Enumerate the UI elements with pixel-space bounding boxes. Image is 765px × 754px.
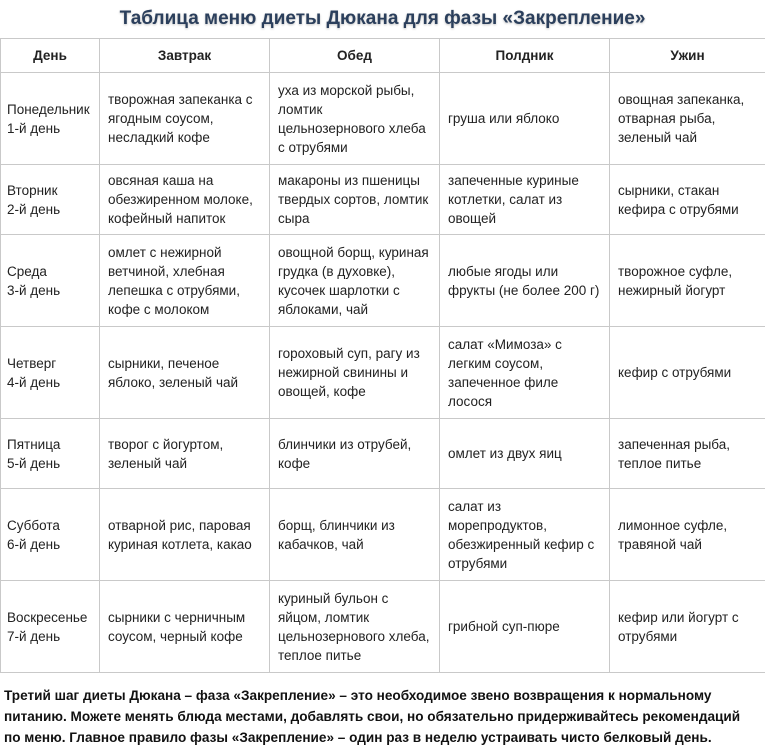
cell-line: сыра <box>278 211 310 226</box>
cell-line: соусом, черный кофе <box>108 628 243 644</box>
cell-line: 1-й день <box>7 120 61 136</box>
cell-line: нежирный йогурт <box>618 282 726 298</box>
column-header-dinner: Ужин <box>610 39 765 73</box>
snack-cell <box>440 419 610 489</box>
cell-line: лосося <box>448 393 493 409</box>
snack-cell <box>440 165 610 235</box>
cell-line: омлет с нежирной <box>108 244 222 260</box>
cell-line: кофе с молоком <box>108 301 210 317</box>
dinner-cell <box>610 73 765 165</box>
cell-line: творог с йогуртом, <box>108 436 224 452</box>
lunch-cell <box>270 489 440 581</box>
cell-line: запеченная рыба, <box>618 436 730 452</box>
cell-line: омлет из двух яиц <box>448 446 562 461</box>
cell-line: куриный бульон с <box>278 590 389 606</box>
table-row <box>1 165 765 235</box>
cell-line: 4-й день <box>7 374 61 390</box>
cell-line: борщ, блинчики из <box>278 517 395 533</box>
breakfast-cell <box>100 419 270 489</box>
cell-line: ягодным соусом, <box>108 111 214 126</box>
cell-line: запеченное филе <box>448 374 559 390</box>
cell-line: грудка (в духовке), <box>278 263 396 279</box>
cell-line: Пятница <box>7 436 61 452</box>
cell-line: яблоками, чай <box>278 301 369 317</box>
cell-line: творожная запеканка с <box>108 92 253 107</box>
dinner-cell <box>610 489 765 581</box>
cell-line: теплое питье <box>618 455 702 471</box>
table-header-row <box>1 39 765 73</box>
page-title: Таблица меню диеты Дюкана для фазы «Закрепление» <box>119 8 646 29</box>
cell-line: 3-й день <box>7 282 61 298</box>
cell-line: запеченные куриные <box>448 173 579 188</box>
cell-line: гороховый суп, рагу из <box>278 346 420 361</box>
cell-line: кабачков, чай <box>278 536 364 552</box>
day-cell <box>1 419 100 489</box>
cell-line: обезжиренный кефир с <box>448 536 595 552</box>
cell-line: отварной рис, паровая <box>108 517 251 533</box>
day-cell <box>1 165 100 235</box>
cell-line: Вторник <box>7 182 58 198</box>
table-body <box>1 73 765 673</box>
breakfast-cell <box>100 235 270 327</box>
column-header-day: День <box>1 39 100 73</box>
cell-line: Четверг <box>7 355 57 371</box>
cell-line: салат из <box>448 498 502 514</box>
cell-line: отварная рыба, <box>618 111 716 126</box>
cell-line: нежирной свинины и <box>278 365 409 380</box>
day-cell <box>1 235 100 327</box>
cell-line: любые ягоды или <box>448 263 559 279</box>
day-cell <box>1 73 100 165</box>
lunch-cell <box>270 581 440 673</box>
cell-line: творожное суфле, <box>618 263 733 279</box>
cell-line: отрубями <box>618 628 678 644</box>
cell-line: уха из морской рыбы, <box>278 82 415 98</box>
lunch-cell <box>270 73 440 165</box>
cell-line: с отрубями <box>278 139 348 155</box>
cell-line: обезжиренном молоке, <box>108 192 253 207</box>
table-row <box>1 73 765 165</box>
cell-line: Суббота <box>7 517 60 533</box>
cell-line: травяной чай <box>618 536 702 552</box>
breakfast-cell <box>100 489 270 581</box>
day-cell <box>1 581 100 673</box>
cell-line: грибной суп-пюре <box>448 619 560 634</box>
cell-line: ветчиной, хлебная <box>108 263 225 279</box>
column-header-lunch: Обед <box>270 39 440 73</box>
footnote <box>0 673 765 748</box>
snack-cell <box>440 489 610 581</box>
dinner-cell <box>610 165 765 235</box>
table-row <box>1 327 765 419</box>
breakfast-cell <box>100 73 270 165</box>
snack-cell <box>440 235 610 327</box>
cell-line: овощей <box>448 211 497 226</box>
cell-line: 7-й день <box>7 628 61 644</box>
snack-cell <box>440 581 610 673</box>
cell-line: кефир с отрубями <box>618 365 732 380</box>
cell-line: котлетки, салат из <box>448 192 563 207</box>
cell-line: морепродуктов, <box>448 517 547 533</box>
cell-line: лепешка с отрубями, <box>108 282 240 298</box>
cell-line: твердых сортов, ломтик <box>278 192 429 207</box>
cell-line: Воскресенье <box>7 609 88 625</box>
lunch-cell <box>270 327 440 419</box>
cell-line: кусочек шарлотки с <box>278 282 400 298</box>
cell-line: теплое питье <box>278 647 362 663</box>
column-header-breakfast: Завтрак <box>100 39 270 73</box>
cell-line: сырники, печеное <box>108 355 220 371</box>
snack-cell <box>440 73 610 165</box>
cell-line: овощей, кофе <box>278 384 366 399</box>
day-cell <box>1 327 100 419</box>
dinner-cell <box>610 327 765 419</box>
cell-line: Среда <box>7 263 47 279</box>
cell-line: легким соусом, <box>448 355 544 371</box>
breakfast-cell <box>100 327 270 419</box>
cell-line: яблоко, зеленый чай <box>108 374 239 390</box>
cell-line: зеленый чай <box>618 130 698 145</box>
cell-line: 5-й день <box>7 455 61 471</box>
snack-cell <box>440 327 610 419</box>
cell-line: сырники, стакан <box>618 182 720 198</box>
dinner-cell <box>610 581 765 673</box>
cell-line: 6-й день <box>7 536 61 552</box>
table-row <box>1 235 765 327</box>
cell-line: кофе <box>278 455 311 471</box>
lunch-cell <box>270 419 440 489</box>
diet-menu-table <box>0 38 765 673</box>
column-header-snack: Полдник <box>440 39 610 73</box>
cell-line: цельнозернового хлеба, <box>278 628 430 644</box>
dinner-cell <box>610 235 765 327</box>
table-row <box>1 581 765 673</box>
table-row <box>1 489 765 581</box>
cell-line: блинчики из отрубей, <box>278 436 412 452</box>
cell-line: овощной борщ, куриная <box>278 244 429 260</box>
cell-line: фрукты (не более 200 г) <box>448 282 600 298</box>
day-cell <box>1 489 100 581</box>
cell-line: овсяная каша на <box>108 173 214 188</box>
cell-line: сырники с черничным <box>108 609 246 625</box>
cell-line: кефира с отрубями <box>618 201 739 217</box>
footnote-line: питанию. Можете менять блюда местами, добавлять свои, но обязательно придерживайтесь рекомендаций <box>4 709 741 724</box>
cell-line: кофейный напиток <box>108 211 226 226</box>
cell-line: зеленый чай <box>108 455 188 471</box>
dinner-cell <box>610 419 765 489</box>
cell-line: отрубями <box>448 555 508 571</box>
footnote-line: по меню. Главное правило фазы «Закрепление» – один раз в неделю устраивать чисто белковый день. <box>4 730 712 745</box>
footnote-line: Третий шаг диеты Дюкана – фаза «Закрепление» – это необходимое звено возвращения к нормальному <box>4 688 712 703</box>
cell-line: кефир или йогурт с <box>618 609 739 625</box>
cell-line: яйцом, ломтик <box>278 609 370 625</box>
cell-line: Понедельник <box>7 101 90 117</box>
breakfast-cell <box>100 581 270 673</box>
cell-line: макароны из пшеницы <box>278 173 420 188</box>
cell-line: цельнозернового хлеба <box>278 120 426 136</box>
cell-line: ломтик <box>278 101 323 117</box>
cell-line: несладкий кофе <box>108 130 210 145</box>
lunch-cell <box>270 235 440 327</box>
cell-line: лимонное суфле, <box>618 517 728 533</box>
cell-line: салат «Мимоза» с <box>448 336 562 352</box>
breakfast-cell <box>100 165 270 235</box>
cell-line: куриная котлета, какао <box>108 536 252 552</box>
lunch-cell <box>270 165 440 235</box>
cell-line: груша или яблоко <box>448 111 560 126</box>
table-row <box>1 419 765 489</box>
cell-line: 2-й день <box>7 201 61 217</box>
cell-line: овощная запеканка, <box>618 92 745 107</box>
